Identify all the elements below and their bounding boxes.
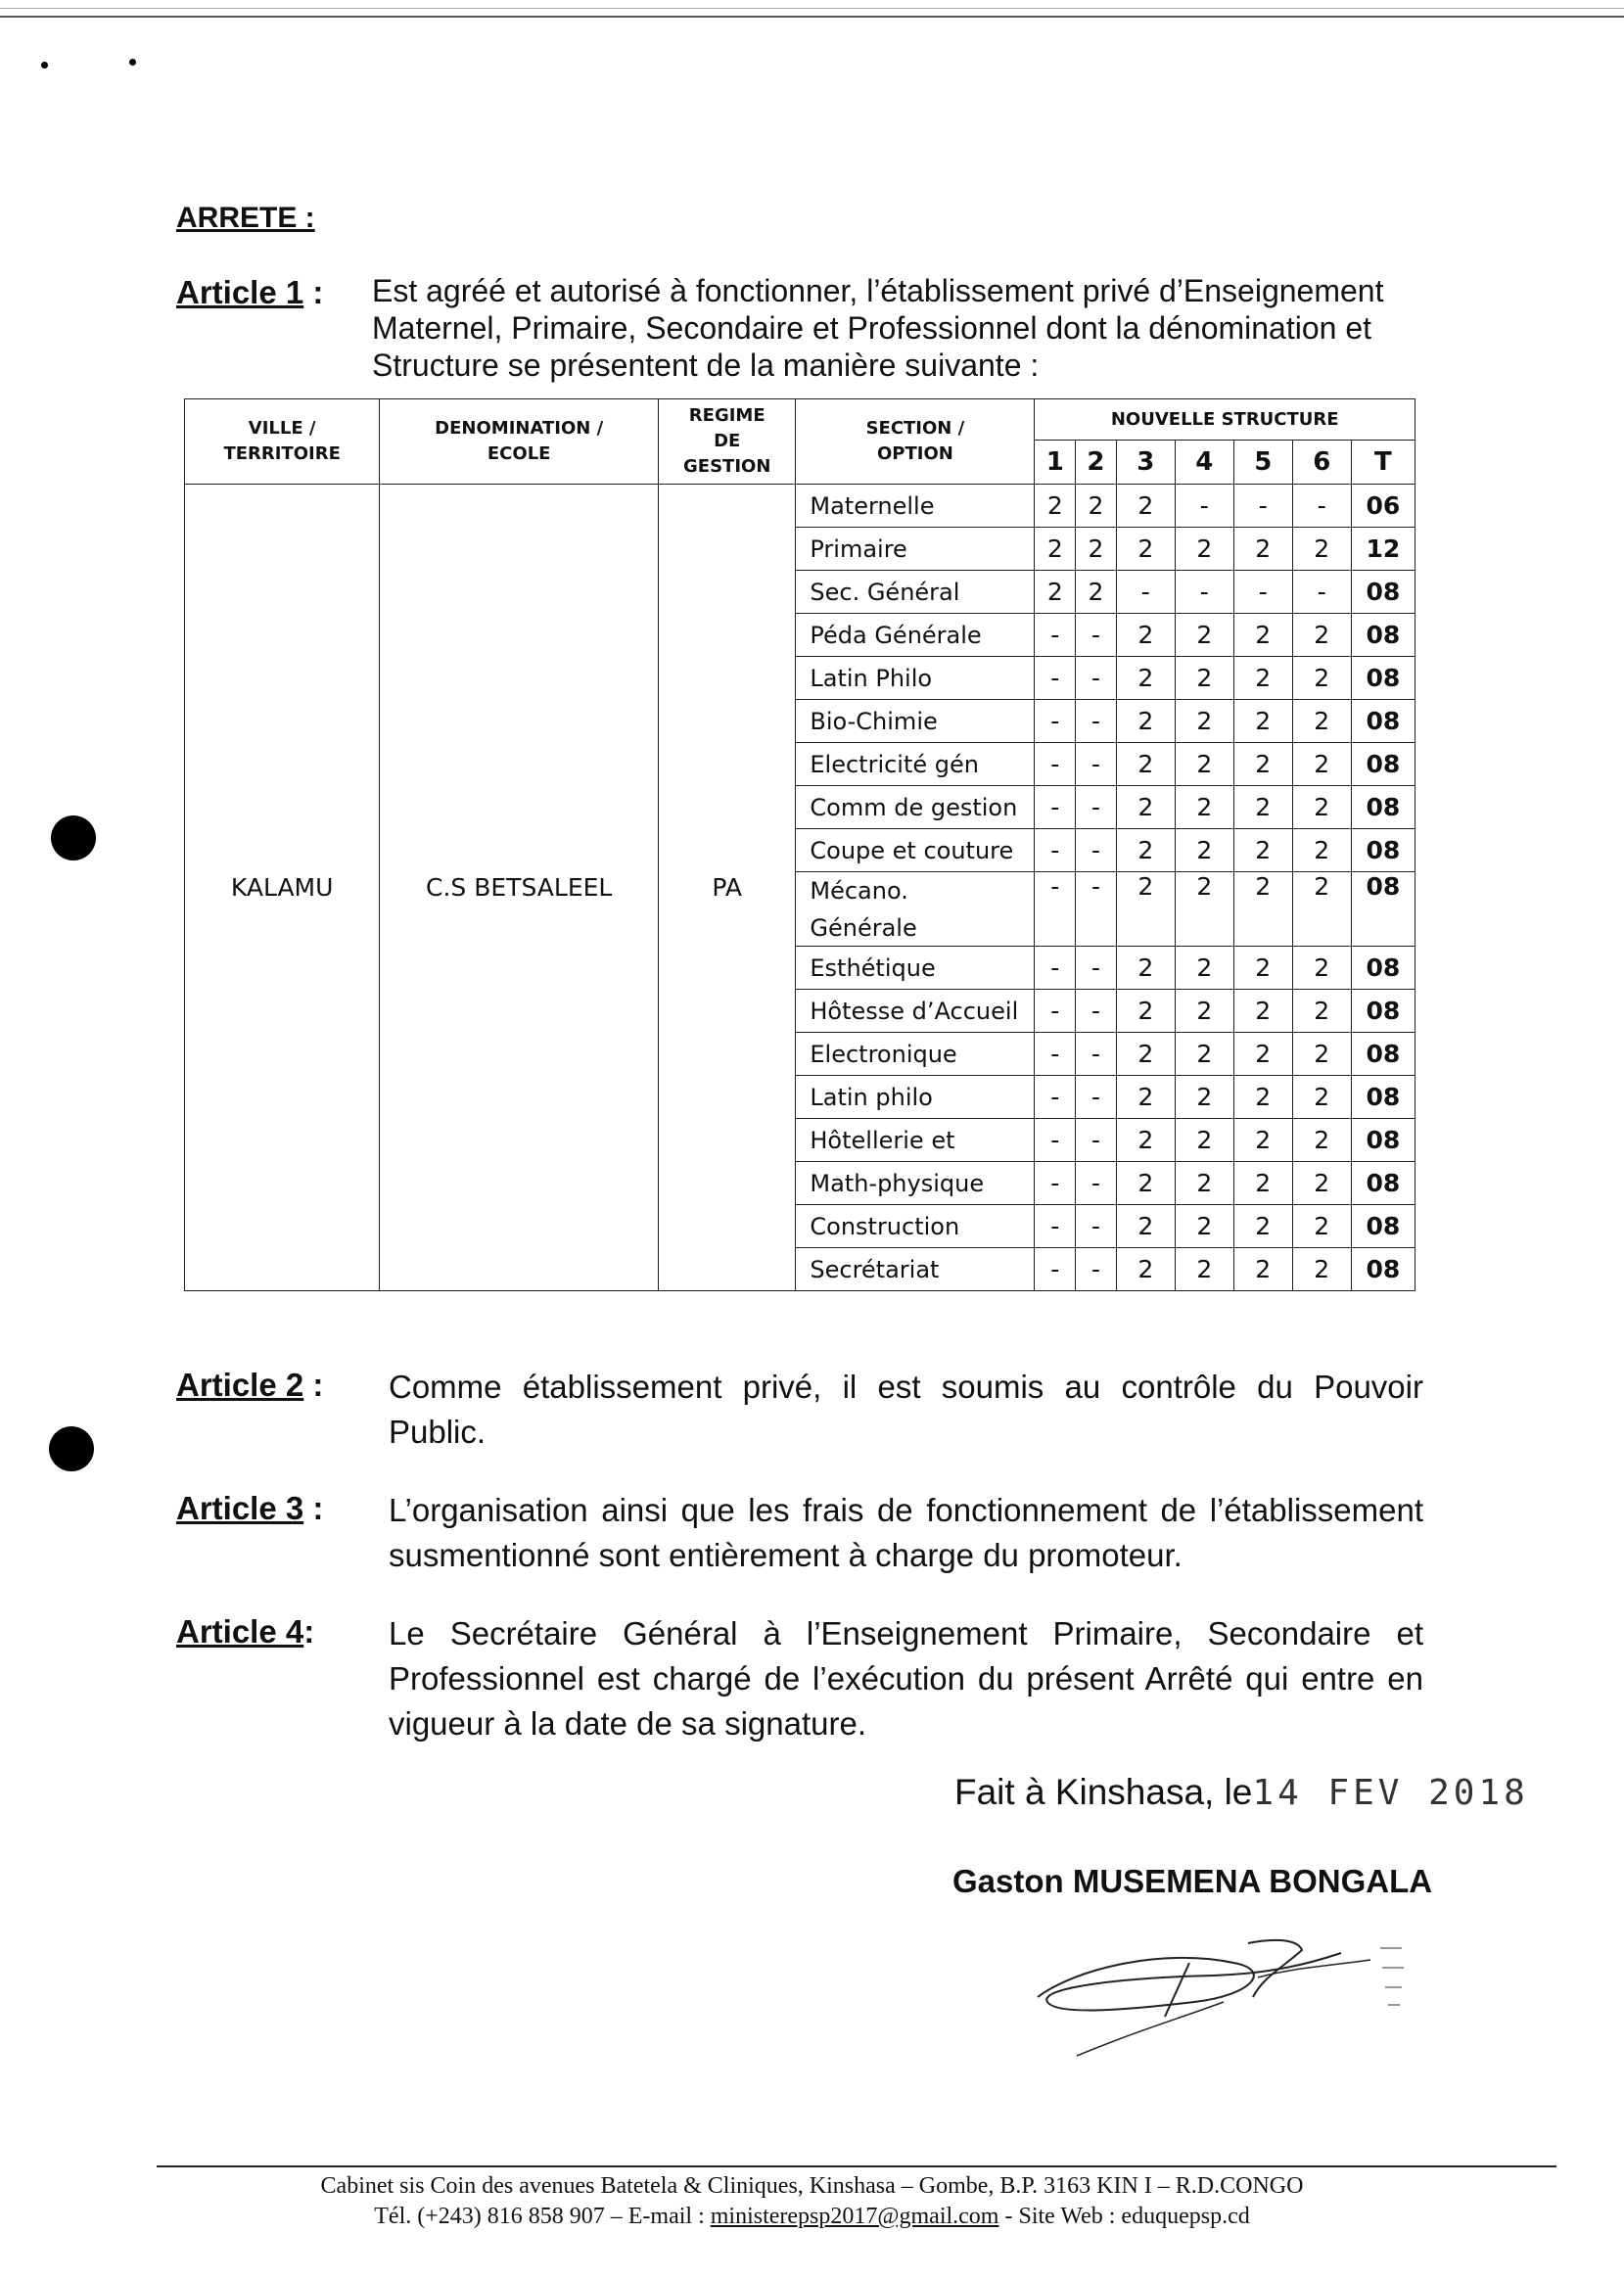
year-6-cell: 2 bbox=[1292, 528, 1351, 571]
table-header-row bbox=[185, 399, 1415, 441]
year-3-cell: 2 bbox=[1116, 1248, 1175, 1291]
year-5-cell: 2 bbox=[1233, 1076, 1292, 1119]
col-header-5: 5 bbox=[1233, 441, 1292, 485]
signer-name: Gaston MUSEMENA BONGALA bbox=[952, 1863, 1433, 1899]
year-3-cell: 2 bbox=[1116, 700, 1175, 743]
year-1-cell: - bbox=[1035, 1205, 1076, 1248]
year-4-cell: 2 bbox=[1175, 743, 1233, 786]
year-5-cell: 2 bbox=[1233, 614, 1292, 657]
year-3-cell: 2 bbox=[1116, 528, 1175, 571]
year-4-cell: 2 bbox=[1175, 657, 1233, 700]
total-cell: 08 bbox=[1351, 657, 1415, 700]
year-6-cell: 2 bbox=[1292, 829, 1351, 872]
article-2-body: Comme établissement privé, il est soumis au contrôle du Pouvoir Public. bbox=[389, 1369, 1423, 1450]
total-cell: 12 bbox=[1351, 528, 1415, 571]
total-cell: 08 bbox=[1351, 1076, 1415, 1119]
total-cell: 08 bbox=[1351, 700, 1415, 743]
year-2-cell: - bbox=[1076, 872, 1117, 947]
year-3-cell: 2 bbox=[1116, 1119, 1175, 1162]
page-heading: ARRETE : bbox=[176, 202, 315, 234]
bullet-mark bbox=[41, 62, 48, 69]
col-header-denomination: DENOMINATION / ECOLE bbox=[380, 399, 659, 485]
section-cell: Construction bbox=[796, 1205, 1035, 1248]
year-5-cell: 2 bbox=[1233, 700, 1292, 743]
col-header-3: 3 bbox=[1116, 441, 1175, 485]
col-header-nouvelle-structure: NOUVELLE STRUCTURE bbox=[1035, 399, 1415, 441]
table-row bbox=[185, 485, 1415, 528]
col-header-total: T bbox=[1351, 441, 1415, 485]
year-4-cell: 2 bbox=[1175, 872, 1233, 947]
year-3-cell: 2 bbox=[1116, 786, 1175, 829]
year-6-cell: 2 bbox=[1292, 657, 1351, 700]
section-cell: Latin philo bbox=[796, 1076, 1035, 1119]
year-6-cell: 2 bbox=[1292, 1076, 1351, 1119]
col-header-1: 1 bbox=[1035, 441, 1076, 485]
footer-address: Cabinet sis Coin des avenues Batetela & Cliniques, Kinshasa – Gombe, B.P. 3163 KIN I – R.D.CONGO bbox=[320, 2173, 1304, 2199]
year-6-cell: 2 bbox=[1292, 1205, 1351, 1248]
school-structure-table bbox=[184, 398, 1415, 1291]
total-cell: 06 bbox=[1351, 485, 1415, 528]
denomination-cell: C.S BETSALEEL bbox=[380, 485, 659, 1291]
total-cell: 08 bbox=[1351, 1033, 1415, 1076]
col-header-ville: VILLE / TERRITOIRE bbox=[185, 399, 380, 485]
year-1-cell: - bbox=[1035, 1248, 1076, 1291]
year-5-cell: 2 bbox=[1233, 1033, 1292, 1076]
year-6-cell: 2 bbox=[1292, 700, 1351, 743]
year-4-cell: - bbox=[1175, 571, 1233, 614]
total-cell: 08 bbox=[1351, 1119, 1415, 1162]
year-4-cell: 2 bbox=[1175, 786, 1233, 829]
year-2-cell: - bbox=[1076, 614, 1117, 657]
year-5-cell: 2 bbox=[1233, 1205, 1292, 1248]
year-1-cell: - bbox=[1035, 700, 1076, 743]
year-4-cell: 2 bbox=[1175, 1119, 1233, 1162]
year-5-cell: 2 bbox=[1233, 786, 1292, 829]
article-3-label: Article 3 : bbox=[176, 1490, 324, 1526]
regime-cell: PA bbox=[659, 485, 796, 1291]
year-5-cell: 2 bbox=[1233, 1162, 1292, 1205]
year-3-cell: 2 bbox=[1116, 614, 1175, 657]
year-6-cell: 2 bbox=[1292, 947, 1351, 990]
year-2-cell: 2 bbox=[1076, 528, 1117, 571]
footer-email: ministerepsp2017@gmail.com bbox=[710, 2204, 999, 2229]
year-1-cell: - bbox=[1035, 947, 1076, 990]
year-4-cell: 2 bbox=[1175, 1248, 1233, 1291]
section-cell: Sec. Général bbox=[796, 571, 1035, 614]
year-4-cell: 2 bbox=[1175, 700, 1233, 743]
year-3-cell: 2 bbox=[1116, 990, 1175, 1033]
year-4-cell: 2 bbox=[1175, 829, 1233, 872]
bullet-mark bbox=[129, 59, 136, 66]
year-1-cell: 2 bbox=[1035, 528, 1076, 571]
total-cell: 08 bbox=[1351, 990, 1415, 1033]
year-6-cell: - bbox=[1292, 485, 1351, 528]
section-cell: Secrétariat bbox=[796, 1248, 1035, 1291]
year-1-cell: - bbox=[1035, 657, 1076, 700]
year-5-cell: 2 bbox=[1233, 1119, 1292, 1162]
year-4-cell: 2 bbox=[1175, 1033, 1233, 1076]
year-4-cell: 2 bbox=[1175, 1076, 1233, 1119]
col-header-4: 4 bbox=[1175, 441, 1233, 485]
section-cell: Electronique bbox=[796, 1033, 1035, 1076]
article-3-body: L’organisation ainsi que les frais de fonctionnement de l’établissement susmentionné sont entièrement à charge du promoteur. bbox=[389, 1492, 1423, 1573]
year-3-cell: 2 bbox=[1116, 657, 1175, 700]
year-6-cell: 2 bbox=[1292, 1033, 1351, 1076]
section-cell: Primaire bbox=[796, 528, 1035, 571]
total-cell: 08 bbox=[1351, 614, 1415, 657]
table-body bbox=[185, 485, 1415, 1291]
footer-contact: Tél. (+243) 816 858 907 – E-mail : ministerepsp2017@gmail.com - Site Web : eduquepsp.cd bbox=[374, 2204, 1250, 2229]
year-5-cell: 2 bbox=[1233, 990, 1292, 1033]
year-3-cell: 2 bbox=[1116, 743, 1175, 786]
year-1-cell: - bbox=[1035, 786, 1076, 829]
total-cell: 08 bbox=[1351, 786, 1415, 829]
total-cell: 08 bbox=[1351, 1248, 1415, 1291]
year-3-cell: 2 bbox=[1116, 872, 1175, 947]
year-5-cell: 2 bbox=[1233, 657, 1292, 700]
year-6-cell: 2 bbox=[1292, 990, 1351, 1033]
year-5-cell: - bbox=[1233, 571, 1292, 614]
section-cell: Péda Générale bbox=[796, 614, 1035, 657]
year-6-cell: 2 bbox=[1292, 614, 1351, 657]
year-2-cell: 2 bbox=[1076, 571, 1117, 614]
year-1-cell: - bbox=[1035, 872, 1076, 947]
col-header-6: 6 bbox=[1292, 441, 1351, 485]
total-cell: 08 bbox=[1351, 829, 1415, 872]
section-cell: Hôtesse d’Accueil bbox=[796, 990, 1035, 1033]
section-cell: Coupe et couture bbox=[796, 829, 1035, 872]
year-3-cell: 2 bbox=[1116, 947, 1175, 990]
section-cell: Bio-Chimie bbox=[796, 700, 1035, 743]
punch-hole bbox=[49, 1426, 94, 1471]
col-header-regime: REGIME DE GESTION bbox=[659, 399, 796, 485]
year-1-cell: - bbox=[1035, 1162, 1076, 1205]
year-3-cell: 2 bbox=[1116, 485, 1175, 528]
total-cell: 08 bbox=[1351, 1162, 1415, 1205]
year-2-cell: - bbox=[1076, 700, 1117, 743]
col-header-2: 2 bbox=[1076, 441, 1117, 485]
article-1-label: Article 1 : bbox=[176, 274, 324, 310]
year-4-cell: 2 bbox=[1175, 528, 1233, 571]
ville-cell: KALAMU bbox=[185, 485, 380, 1291]
year-4-cell: 2 bbox=[1175, 1205, 1233, 1248]
year-2-cell: - bbox=[1076, 1162, 1117, 1205]
year-2-cell: - bbox=[1076, 1205, 1117, 1248]
year-4-cell: 2 bbox=[1175, 1162, 1233, 1205]
year-3-cell: 2 bbox=[1116, 1033, 1175, 1076]
total-cell: 08 bbox=[1351, 571, 1415, 614]
total-cell: 08 bbox=[1351, 947, 1415, 990]
year-5-cell: 2 bbox=[1233, 829, 1292, 872]
date-stamp: 14 FEV 2018 bbox=[1252, 1773, 1529, 1813]
year-6-cell: 2 bbox=[1292, 1248, 1351, 1291]
year-3-cell: 2 bbox=[1116, 1076, 1175, 1119]
year-2-cell: - bbox=[1076, 657, 1117, 700]
year-4-cell: 2 bbox=[1175, 990, 1233, 1033]
year-6-cell: - bbox=[1292, 571, 1351, 614]
year-2-cell: - bbox=[1076, 786, 1117, 829]
year-1-cell: 2 bbox=[1035, 571, 1076, 614]
article-4-body: Le Secrétaire Général à l’Enseignement Primaire, Secondaire et Professionnel est chargé de l’exécution du présent Arrêté qui entre en vigueur à la date de sa signature. bbox=[389, 1615, 1423, 1742]
total-cell: 08 bbox=[1351, 872, 1415, 947]
year-4-cell: 2 bbox=[1175, 614, 1233, 657]
year-3-cell: 2 bbox=[1116, 829, 1175, 872]
year-3-cell: - bbox=[1116, 571, 1175, 614]
year-2-cell: - bbox=[1076, 947, 1117, 990]
year-3-cell: 2 bbox=[1116, 1205, 1175, 1248]
section-cell: Latin Philo bbox=[796, 657, 1035, 700]
section-cell: Math-physique bbox=[796, 1162, 1035, 1205]
year-4-cell: 2 bbox=[1175, 947, 1233, 990]
punch-hole bbox=[51, 815, 96, 860]
handwritten-signature bbox=[1018, 1909, 1429, 2075]
year-2-cell: - bbox=[1076, 1033, 1117, 1076]
year-6-cell: 2 bbox=[1292, 743, 1351, 786]
year-1-cell: - bbox=[1035, 990, 1076, 1033]
section-cell: Comm de gestion bbox=[796, 786, 1035, 829]
signature-place-date: Fait à Kinshasa, le14 FEV 2018 bbox=[954, 1772, 1529, 1813]
year-6-cell: 2 bbox=[1292, 1119, 1351, 1162]
col-header-section: SECTION / OPTION bbox=[796, 399, 1035, 485]
year-5-cell: 2 bbox=[1233, 872, 1292, 947]
footer-rule bbox=[157, 2165, 1556, 2167]
section-cell: Hôtellerie et bbox=[796, 1119, 1035, 1162]
year-1-cell: - bbox=[1035, 1033, 1076, 1076]
year-2-cell: - bbox=[1076, 743, 1117, 786]
year-1-cell: 2 bbox=[1035, 485, 1076, 528]
year-2-cell: - bbox=[1076, 829, 1117, 872]
year-6-cell: 2 bbox=[1292, 786, 1351, 829]
scan-edge-line bbox=[0, 8, 1624, 9]
total-cell: 08 bbox=[1351, 743, 1415, 786]
year-5-cell: 2 bbox=[1233, 1248, 1292, 1291]
year-5-cell: - bbox=[1233, 485, 1292, 528]
year-1-cell: - bbox=[1035, 829, 1076, 872]
year-1-cell: - bbox=[1035, 1119, 1076, 1162]
year-6-cell: 2 bbox=[1292, 1162, 1351, 1205]
article-1-body: Est agréé et autorisé à fonctionner, l’établissement privé d’Enseignement Maternel, Primaire, Secondaire et Professionnel dont la dénomination et Structure se présentent de la manière suivante : bbox=[372, 273, 1384, 383]
year-5-cell: 2 bbox=[1233, 947, 1292, 990]
total-cell: 08 bbox=[1351, 1205, 1415, 1248]
article-4-label: Article 4: bbox=[176, 1613, 315, 1650]
year-4-cell: - bbox=[1175, 485, 1233, 528]
year-2-cell: - bbox=[1076, 1076, 1117, 1119]
article-2-label: Article 2 : bbox=[176, 1367, 324, 1403]
year-6-cell: 2 bbox=[1292, 872, 1351, 947]
year-2-cell: - bbox=[1076, 1119, 1117, 1162]
year-1-cell: - bbox=[1035, 614, 1076, 657]
year-2-cell: - bbox=[1076, 1248, 1117, 1291]
year-2-cell: - bbox=[1076, 990, 1117, 1033]
year-5-cell: 2 bbox=[1233, 528, 1292, 571]
year-3-cell: 2 bbox=[1116, 1162, 1175, 1205]
section-cell: Mécano. Générale bbox=[796, 872, 1035, 947]
section-cell: Electricité gén bbox=[796, 743, 1035, 786]
section-cell: Esthétique bbox=[796, 947, 1035, 990]
year-1-cell: - bbox=[1035, 1076, 1076, 1119]
scan-top-line bbox=[0, 16, 1624, 18]
year-5-cell: 2 bbox=[1233, 743, 1292, 786]
section-cell: Maternelle bbox=[796, 485, 1035, 528]
year-2-cell: 2 bbox=[1076, 485, 1117, 528]
year-1-cell: - bbox=[1035, 743, 1076, 786]
